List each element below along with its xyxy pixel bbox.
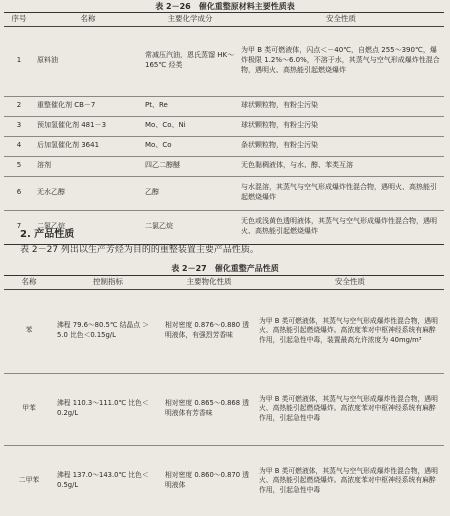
table1-title: 表 2－26 催化重整原材料主要性质表 (155, 2, 295, 11)
cell: Mo、Co (142, 136, 238, 156)
paragraph: 表 2－27 列出以生产芳烃为目的的重整装置主要产品性质。 (20, 245, 259, 255)
cell: 四乙二醇醚 (142, 156, 238, 176)
cell: 重整催化剂 CB－7 (34, 96, 142, 116)
cell: 相对密度 0.876～0.880 透明液体，有强烈芳香味 (162, 289, 256, 373)
header-index: 序号 (4, 13, 34, 27)
cell: 后加氢催化剂 3641 (34, 136, 142, 156)
cell: 条状颗粒物，有粉尘污染 (238, 136, 444, 156)
cell: 无色或浅黄色透明液体，其蒸气与空气形成爆炸性混合物，遇明火、高热能引起燃烧爆炸 (238, 210, 444, 244)
cell: 沸程 110.3～111.0℃ 比色＜0.2g/L (54, 373, 162, 445)
cell: 无色黏稠液体，与水、醇、苯类互溶 (238, 156, 444, 176)
cell: 溶剂 (34, 156, 142, 176)
cell: 甲苯 (4, 373, 54, 445)
cell: 为甲 B 类可燃液体，其蒸气与空气形成爆炸性混合物，遇明火、高热能引起燃烧爆炸。高浓度苯对中枢神经系统有麻醉作用，引起急性中毒 (256, 373, 444, 445)
cell: 二氯乙烷 (34, 210, 142, 244)
cell: 为甲 B 类可燃液体，其蒸气与空气形成爆炸性混合物，遇明火、高热能引起燃烧爆炸。高浓度苯对中枢神经系统有麻醉作用，引起急性中毒 (256, 445, 444, 516)
cell: 苯 (4, 289, 54, 373)
table-row (4, 136, 444, 156)
cell: 3 (4, 116, 34, 136)
header-spec: 控制指标 (54, 276, 162, 290)
table-row (4, 96, 444, 116)
cell: 常减压汽油，恩氏蒸馏 HK～165℃ 烃类 (142, 26, 238, 96)
table-row (4, 26, 444, 96)
cell: 为甲 B 类可燃液体，其蒸气与空气形成爆炸性混合物，遇明火、高热能引起燃烧爆炸。高浓度苯对中枢神经系统有麻醉作用，引起急性中毒，装置最高允许浓度为 40mg/m³ (256, 289, 444, 373)
table2-title: 表 2－27 催化重整产品性质 (171, 264, 279, 273)
header-composition: 主要化学成分 (142, 13, 238, 27)
header-name: 名称 (34, 13, 142, 27)
cell: Pt、Re (142, 96, 238, 116)
cell: 1 (4, 26, 34, 96)
products-table (4, 275, 444, 516)
table-row (4, 445, 444, 516)
cell: 7 (4, 210, 34, 244)
cell: 预加氢催化剂 481－3 (34, 116, 142, 136)
cell: 相对密度 0.865～0.868 透明液体有芳香味 (162, 373, 256, 445)
cell: Mo、Co、Ni (142, 116, 238, 136)
cell: 无水乙醇 (34, 176, 142, 210)
header-safety: 安全性质 (256, 276, 444, 290)
cell: 球状颗粒物，有粉尘污染 (238, 116, 444, 136)
cell: 与水混溶，其蒸气与空气形成爆炸性混合物，遇明火、高热能引起燃烧爆炸 (238, 176, 444, 210)
table-row (4, 373, 444, 445)
table-row (4, 289, 444, 373)
header-properties: 主要物化性质 (162, 276, 256, 290)
raw-materials-table (4, 12, 444, 245)
cell: 原料油 (34, 26, 142, 96)
table-row (4, 116, 444, 136)
cell: 2 (4, 96, 34, 116)
cell: 球状颗粒物，有粉尘污染 (238, 96, 444, 116)
table-row (4, 176, 444, 210)
cell: 乙醇 (142, 176, 238, 210)
cell: 为甲 B 类可燃液体，闪点＜－40℃，自燃点 255～390℃，爆炸极限 1.2%～6.0%，不溶于水，其蒸气与空气形成爆炸性混合物，遇明火、高热能引起燃烧爆炸 (238, 26, 444, 96)
section-title: 2. 产品性质 (20, 229, 75, 240)
header-name: 名称 (4, 276, 54, 290)
cell: 沸程 79.6～80.5℃ 结晶点 ＞ 5.0 比色＜0.15g/L (54, 289, 162, 373)
cell: 沸程 137.0～143.0℃ 比色＜0.5g/L (54, 445, 162, 516)
header-safety: 安全性质 (238, 13, 444, 27)
cell: 6 (4, 176, 34, 210)
table-header-row (4, 13, 444, 27)
cell: 4 (4, 136, 34, 156)
cell: 二氯乙烷 (142, 210, 238, 244)
cell: 5 (4, 156, 34, 176)
cell: 二甲苯 (4, 445, 54, 516)
table-row (4, 156, 444, 176)
table-header-row (4, 276, 444, 290)
cell: 相对密度 0.860～0.870 透明液体 (162, 445, 256, 516)
